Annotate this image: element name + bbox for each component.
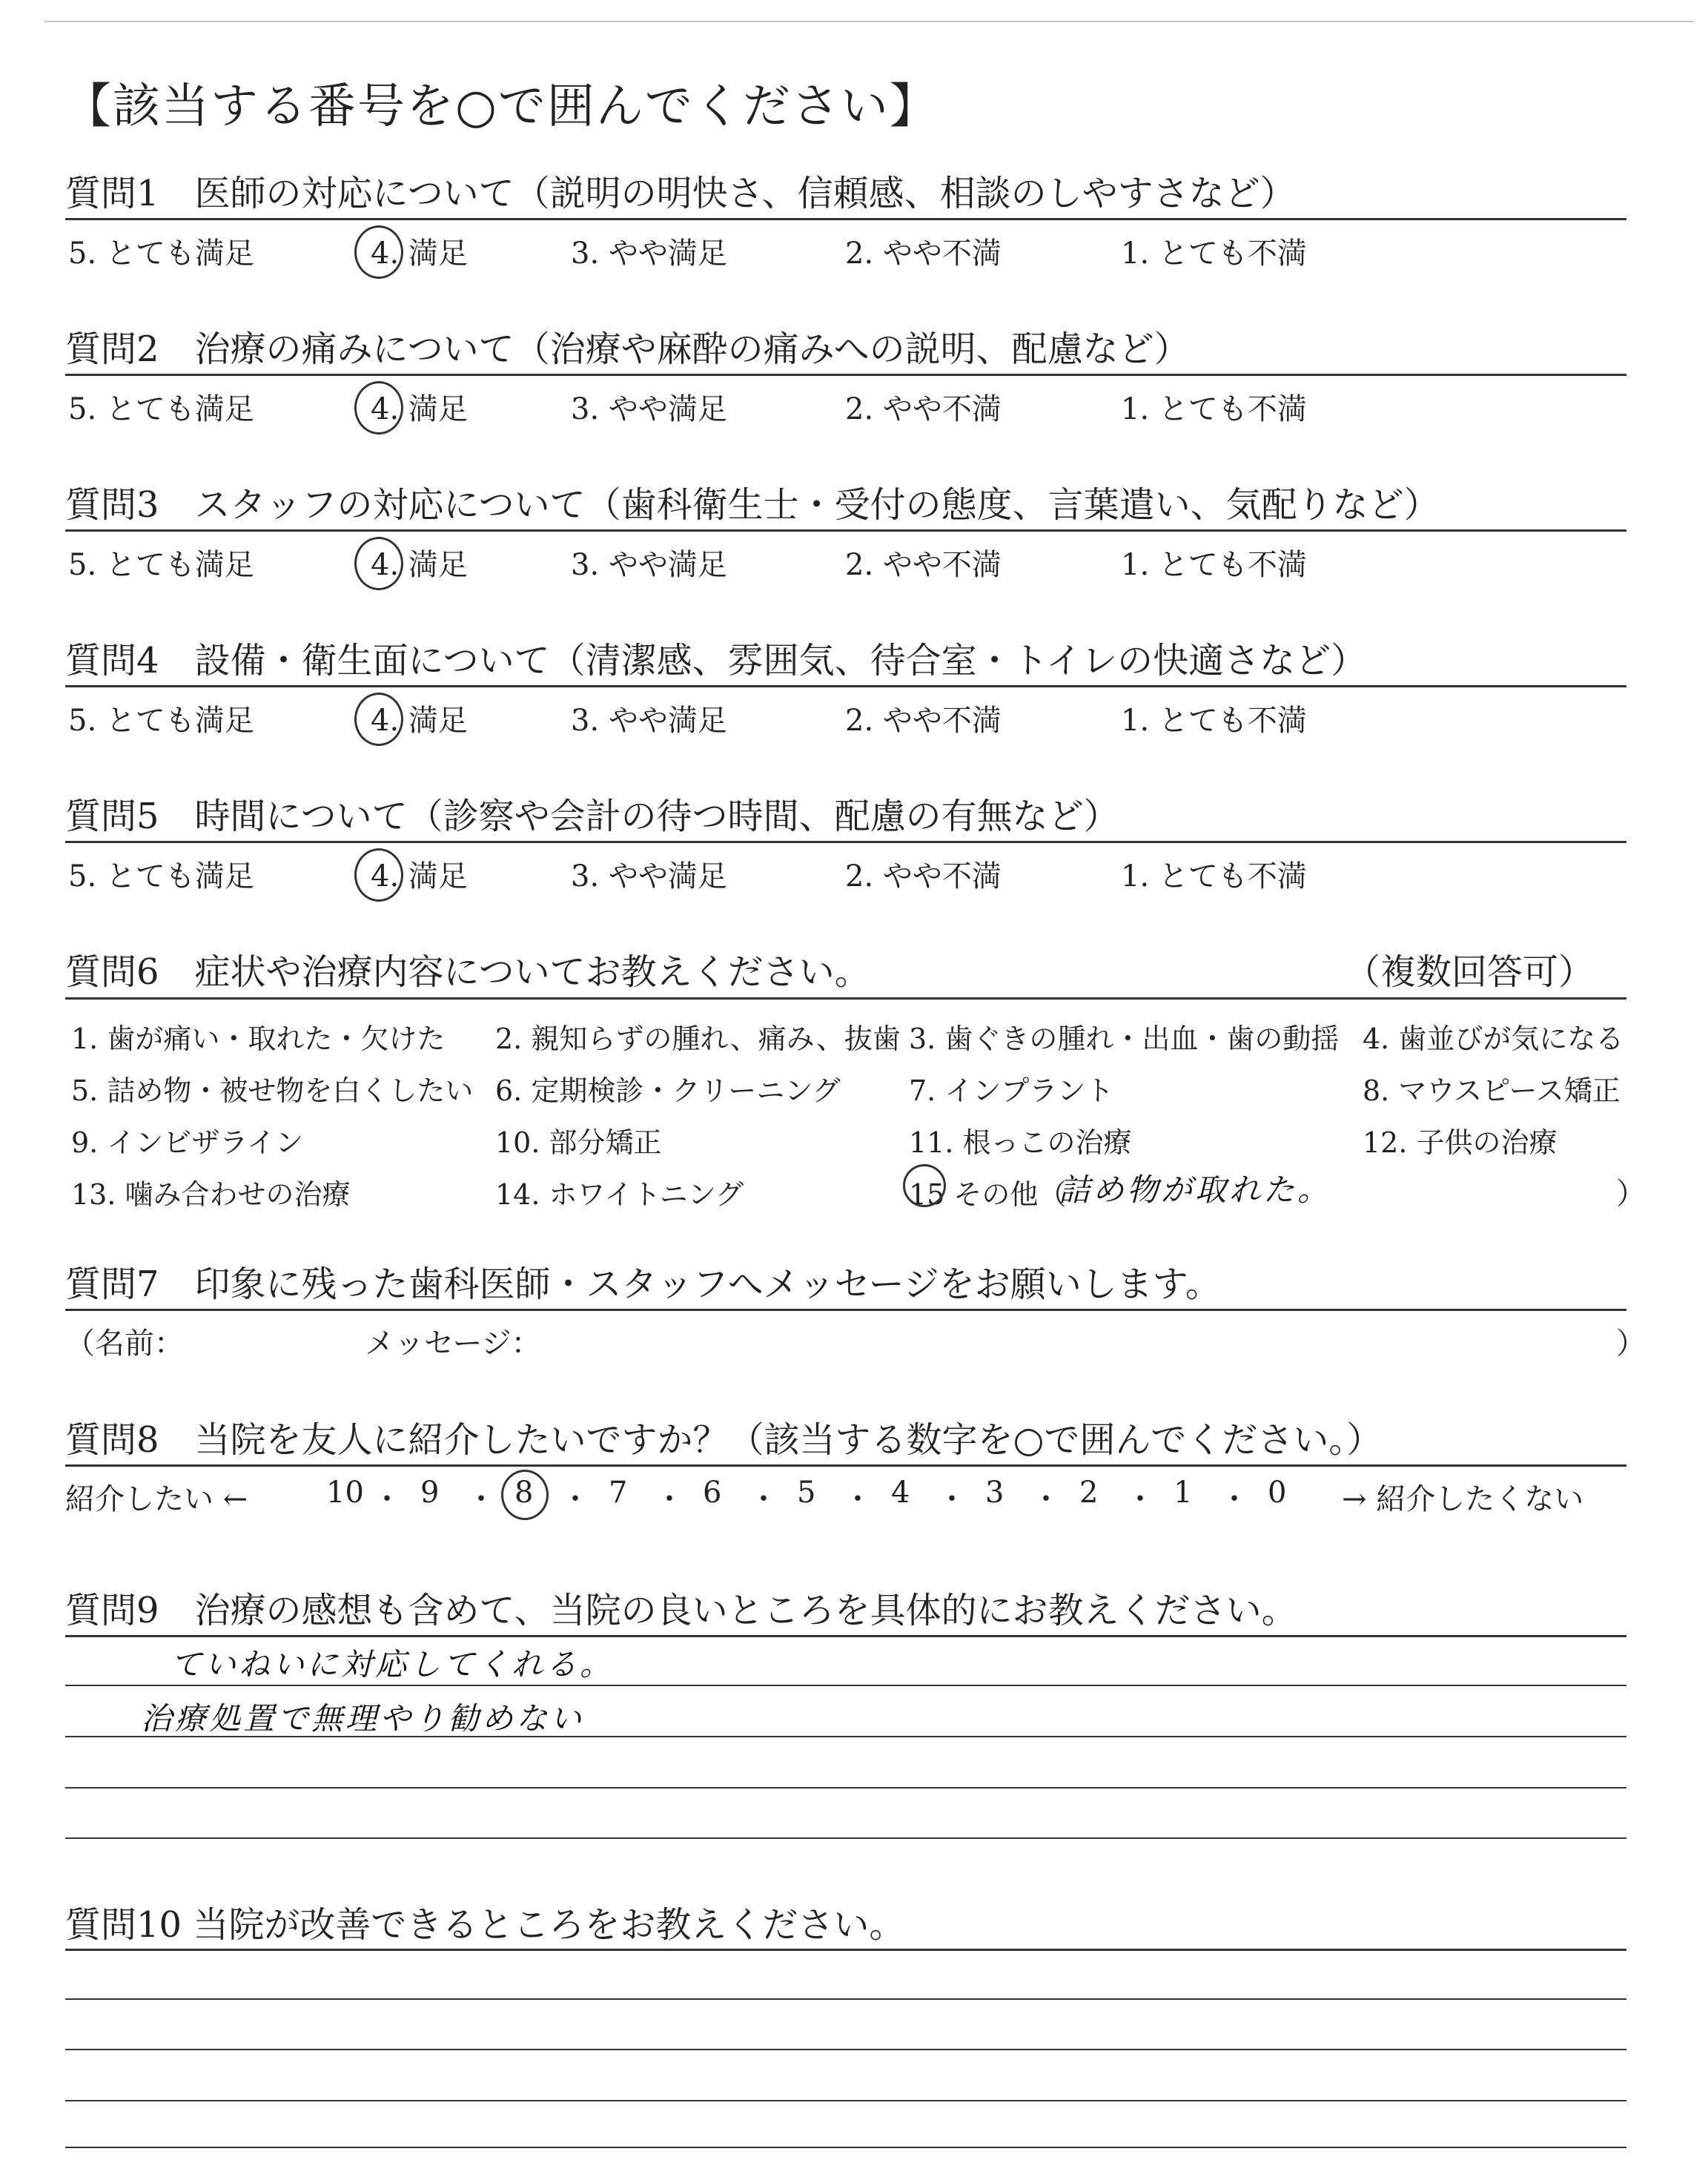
q7-message-label: メッセージ：: [365, 1327, 541, 1361]
q6-option[interactable]: 8. マウスピース矯正: [1363, 1074, 1621, 1107]
q1-option[interactable]: 4. 満足: [371, 237, 468, 271]
q5-selected-circle: [354, 848, 403, 902]
q7-name-label: （名前：: [65, 1327, 184, 1361]
q3-title: 質問3 スタッフの対応について（歯科衛生士・受付の態度、言葉遣い、気配りなど）: [65, 484, 1440, 526]
q1-option[interactable]: 1. とても不満: [1121, 237, 1307, 271]
q8-scale-number[interactable]: 0: [1268, 1476, 1287, 1510]
q10-answer-line: [65, 1998, 1626, 2000]
q8-scale-number[interactable]: 5: [797, 1476, 816, 1510]
q8-left-label: 紹介したい ←: [65, 1482, 248, 1516]
q2-option[interactable]: 5. とても満足: [68, 392, 254, 426]
q4-option[interactable]: 3. やや満足: [571, 704, 727, 738]
q8-rule: [65, 1464, 1626, 1467]
q6-option[interactable]: 15 その他（: [909, 1178, 1067, 1211]
q6-option[interactable]: 5. 詰め物・被せ物を白くしたい: [71, 1074, 474, 1107]
q8-scale-separator: ・: [1031, 1482, 1061, 1516]
q5-rule: [65, 841, 1626, 843]
q7-title: 質問7 印象に残った歯科医師・スタッフへメッセージをお願いします。: [65, 1264, 1221, 1305]
q10-answer-line: [65, 2049, 1626, 2050]
q6-option[interactable]: 4. 歯並びが気になる: [1363, 1023, 1624, 1055]
q5-option[interactable]: 5. とても満足: [68, 859, 254, 894]
q9-rule: [65, 1635, 1626, 1637]
q4-option[interactable]: 4. 満足: [371, 704, 468, 738]
q9-answer-line: [65, 1837, 1626, 1839]
q5-option[interactable]: 4. 満足: [371, 859, 468, 894]
q2-option[interactable]: 2. やや不満: [845, 392, 1002, 426]
q2-selected-circle: [354, 381, 403, 435]
q8-scale-number[interactable]: 9: [420, 1476, 440, 1510]
q6-option[interactable]: 6. 定期検診・クリーニング: [495, 1074, 841, 1107]
q5-option[interactable]: 1. とても不満: [1121, 859, 1307, 894]
q9-title: 質問9 治療の感想も含めて、当院の良いところを具体的にお教えください。: [65, 1590, 1297, 1631]
q4-option[interactable]: 2. やや不満: [845, 704, 1002, 738]
q2-title: 質問2 治療の痛みについて（治療や麻酔の痛みへの説明、配慮など）: [65, 328, 1190, 370]
q8-scale-number[interactable]: 10: [326, 1476, 364, 1510]
q6-other-close-paren: ）: [1616, 1177, 1646, 1211]
q4-title: 質問4 設備・衛生面について（清潔感、雰囲気、待合室・トイレの快適さなど）: [65, 640, 1367, 681]
q8-scale-separator: ・: [655, 1482, 684, 1516]
q6-option[interactable]: 13. 噛み合わせの治療: [71, 1178, 351, 1211]
q6-multiple-answer-note: （複数回答可）: [1344, 951, 1594, 993]
q8-scale-number[interactable]: 3: [985, 1476, 1004, 1510]
q3-option[interactable]: 4. 満足: [371, 548, 468, 582]
q6-option[interactable]: 10. 部分矯正: [495, 1126, 662, 1159]
q8-scale-number[interactable]: 1: [1174, 1476, 1193, 1510]
q8-scale-separator: ・: [1125, 1482, 1155, 1516]
q10-answer-line: [65, 2147, 1626, 2148]
q1-rule: [65, 218, 1626, 220]
q4-option[interactable]: 5. とても満足: [68, 704, 254, 738]
q6-selected-circle: [903, 1164, 946, 1207]
q8-scale-separator: ・: [937, 1482, 967, 1516]
q10-title: 質問10 当院が改善できるところをお教えください。: [65, 1904, 905, 1946]
q1-title: 質問1 医師の対応について（説明の明快さ、信頼感、相談のしやすさなど）: [65, 173, 1296, 214]
q6-option[interactable]: 3. 歯ぐきの腫れ・出血・歯の動揺: [909, 1023, 1340, 1055]
q6-title: 質問6 症状や治療内容についてお教えください。: [65, 951, 870, 993]
q5-option[interactable]: 3. やや満足: [571, 859, 727, 894]
q3-option[interactable]: 3. やや満足: [571, 548, 727, 582]
q5-title: 質問5 時間について（診察や会計の待つ時間、配慮の有無など）: [65, 796, 1119, 837]
q8-scale-number[interactable]: 8: [514, 1476, 534, 1510]
q6-option[interactable]: 12. 子供の治療: [1363, 1126, 1558, 1159]
q6-option[interactable]: 7. インプラント: [909, 1074, 1114, 1107]
q2-option[interactable]: 4. 満足: [371, 392, 468, 426]
q1-option[interactable]: 3. やや満足: [571, 237, 727, 271]
q9-answer-line: [65, 1685, 1626, 1686]
q8-title: 質問8 当院を友人に紹介したいですか？（該当する数字を○で囲んでください。）: [65, 1419, 1383, 1461]
q4-selected-circle: [354, 693, 403, 746]
q8-scale-number[interactable]: 7: [609, 1476, 628, 1510]
q1-option[interactable]: 2. やや不満: [845, 237, 1002, 271]
q9-answer-line: [65, 1787, 1626, 1789]
q1-option[interactable]: 5. とても満足: [68, 237, 254, 271]
q8-scale-number[interactable]: 6: [703, 1476, 722, 1510]
q1-selected-circle: [354, 225, 403, 279]
q8-selected-circle: [501, 1470, 549, 1520]
q10-rule: [65, 1949, 1626, 1951]
q8-scale-separator: ・: [749, 1482, 778, 1516]
form-heading: 【該当する番号を○で囲んでください】: [64, 79, 939, 134]
q8-scale-separator: ・: [560, 1482, 590, 1516]
q2-option[interactable]: 1. とても不満: [1121, 392, 1307, 426]
q4-option[interactable]: 1. とても不満: [1121, 704, 1307, 738]
q3-selected-circle: [354, 537, 403, 590]
q10-answer-line: [65, 2100, 1626, 2101]
q8-scale-separator: ・: [843, 1482, 873, 1516]
q6-option[interactable]: 14. ホワイトニング: [495, 1178, 744, 1211]
q8-scale-number[interactable]: 4: [891, 1476, 910, 1510]
q5-option[interactable]: 2. やや不満: [845, 859, 1002, 894]
q8-scale-number[interactable]: 2: [1079, 1476, 1099, 1510]
q7-rule: [65, 1309, 1626, 1311]
q3-rule: [65, 529, 1626, 532]
q6-option[interactable]: 9. インビザライン: [71, 1126, 304, 1159]
q8-scale-separator: ・: [372, 1482, 402, 1516]
q9-answer-1: ていねいに対応してくれる。: [171, 1646, 615, 1682]
q8-right-label: → 紹介したくない: [1342, 1482, 1584, 1516]
q6-option[interactable]: 11. 根っこの治療: [909, 1126, 1132, 1159]
q6-other-answer: 詰め物が取れた。: [1059, 1172, 1332, 1208]
q8-scale-separator: ・: [466, 1482, 496, 1516]
q9-answer-2: 治療処置で無理やり勧めない: [141, 1700, 585, 1737]
q7-close-paren: ）: [1616, 1327, 1646, 1361]
q6-option[interactable]: 1. 歯が痛い・取れた・欠けた: [71, 1023, 446, 1055]
q3-option[interactable]: 1. とても不満: [1121, 548, 1307, 582]
q3-option[interactable]: 5. とても満足: [68, 548, 254, 582]
q2-option[interactable]: 3. やや満足: [571, 392, 727, 426]
q6-rule: [65, 997, 1626, 1000]
q2-rule: [65, 374, 1626, 376]
q4-rule: [65, 685, 1626, 687]
q8-scale-separator: ・: [1219, 1482, 1249, 1516]
top-border: [44, 21, 1694, 22]
q6-option[interactable]: 2. 親知らずの腫れ、痛み、抜歯: [495, 1023, 901, 1055]
q3-option[interactable]: 2. やや不満: [845, 548, 1002, 582]
